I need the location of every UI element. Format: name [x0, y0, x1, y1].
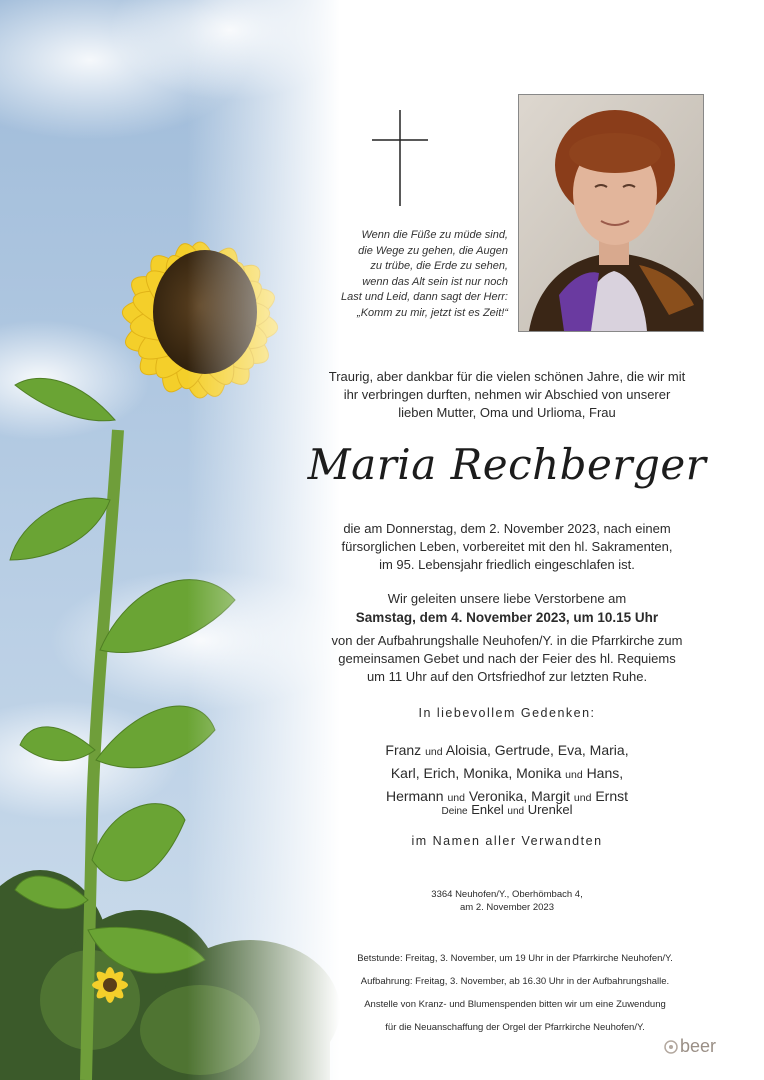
viewing-note: Aufbahrung: Freitag, 3. November, ab 16.30 Uhr in der Aufbahrungshalle. [360, 976, 670, 987]
portrait-illustration [519, 95, 703, 331]
portrait-photo [518, 94, 704, 332]
conjunction: und [425, 746, 443, 758]
notes-block [300, 952, 730, 1044]
quote-line: „Komm zu mir, jetzt ist es Zeit!“ [357, 306, 508, 319]
address-date: am 2. November 2023 [460, 902, 554, 913]
family-names: Veronika, Margit [468, 788, 571, 804]
intro-line: Traurig, aber dankbar für die vielen schönen Jahre, die wir mit [328, 369, 686, 384]
death-text [300, 520, 714, 574]
quote-line: wenn das Alt sein ist nur noch [362, 275, 508, 288]
grandchildren-word: Enkel [471, 802, 504, 817]
address-line: 3364 Neuhofen/Y., Oberhömbach 4, [431, 889, 583, 900]
grandchildren-line [300, 802, 714, 817]
death-line: die am Donnerstag, dem 2. November 2023, nach einem [343, 521, 671, 536]
quote-line: Wenn die Füße zu müde sind, [361, 229, 508, 241]
quote-line: zu trübe, die Erde zu sehen, [370, 260, 508, 272]
family-names: Hans, [586, 765, 624, 781]
deceased-name: Maria Rechberger [307, 440, 707, 489]
family-list [300, 740, 714, 809]
cross-icon [370, 108, 430, 208]
family-names: Ernst [595, 788, 629, 804]
funeral-date: Samstag, dem 4. November 2023, um 10.15 Uhr [355, 610, 659, 625]
route-line: gemeinsamen Gebet und nach der Feier des hl. Requiems [338, 651, 676, 666]
conjunction: und [573, 792, 592, 804]
family-line [300, 740, 714, 763]
prayer-note: Betstunde: Freitag, 3. November, um 19 Uhr in der Pfarrkirche Neuhofen/Y. [357, 953, 673, 964]
relatives-line: im Namen aller Verwandten [411, 834, 603, 848]
quote-line: die Wege zu gehen, die Augen [358, 244, 508, 257]
address-block [300, 888, 714, 914]
route-line: um 11 Uhr auf den Ortsfriedhof zur letzten Ruhe. [366, 669, 648, 684]
family-names: Karl, Erich, Monika, Monika [390, 765, 562, 781]
escort-text: Wir geleiten unsere liebe Verstorbene am [387, 591, 627, 606]
funeral-route [300, 632, 714, 686]
intro-line: lieben Mutter, Oma und Urlioma, Frau [398, 405, 616, 420]
donation-line: Anstelle von Kranz- und Blumenspenden bitten wir um eine Zuwendung [364, 999, 666, 1010]
quote-line: Last und Leid, dann sagt der Herr: [341, 291, 508, 303]
conjunction: und [565, 769, 583, 781]
conjunction: und [507, 806, 525, 817]
grandchildren-word: Urenkel [527, 802, 573, 817]
donation-note [300, 998, 730, 1034]
family-names: Hermann [385, 788, 444, 804]
route-line: von der Aufbahrungshalle Neuhofen/Y. in die Pfarrkirche zum [331, 633, 683, 648]
conjunction: und [447, 792, 465, 804]
family-names: Aloisia, Gertrude, Eva, Maria, [445, 742, 629, 758]
grandchildren-prefix: Deine [441, 806, 468, 817]
quote-poem [300, 228, 508, 321]
family-names: Franz [385, 742, 422, 758]
death-line: fürsorglichen Leben, vorbereitet mit den hl. Sakramenten, [341, 539, 673, 554]
memory-heading: In liebevollem Gedenken: [418, 706, 596, 720]
intro-text [300, 368, 714, 422]
logo-text: beer [680, 1036, 717, 1056]
death-line: im 95. Lebensjahr friedlich eingeschlafen ist. [379, 557, 635, 572]
beer-logo-icon [664, 1040, 678, 1054]
donation-line: für die Neuanschaffung der Orgel der Pfarrkirche Neuhofen/Y. [385, 1022, 645, 1033]
beer-logo [664, 1036, 716, 1057]
family-line [300, 763, 714, 786]
intro-line: ihr verbringen durften, nehmen wir Abschied von unserer [343, 387, 671, 402]
